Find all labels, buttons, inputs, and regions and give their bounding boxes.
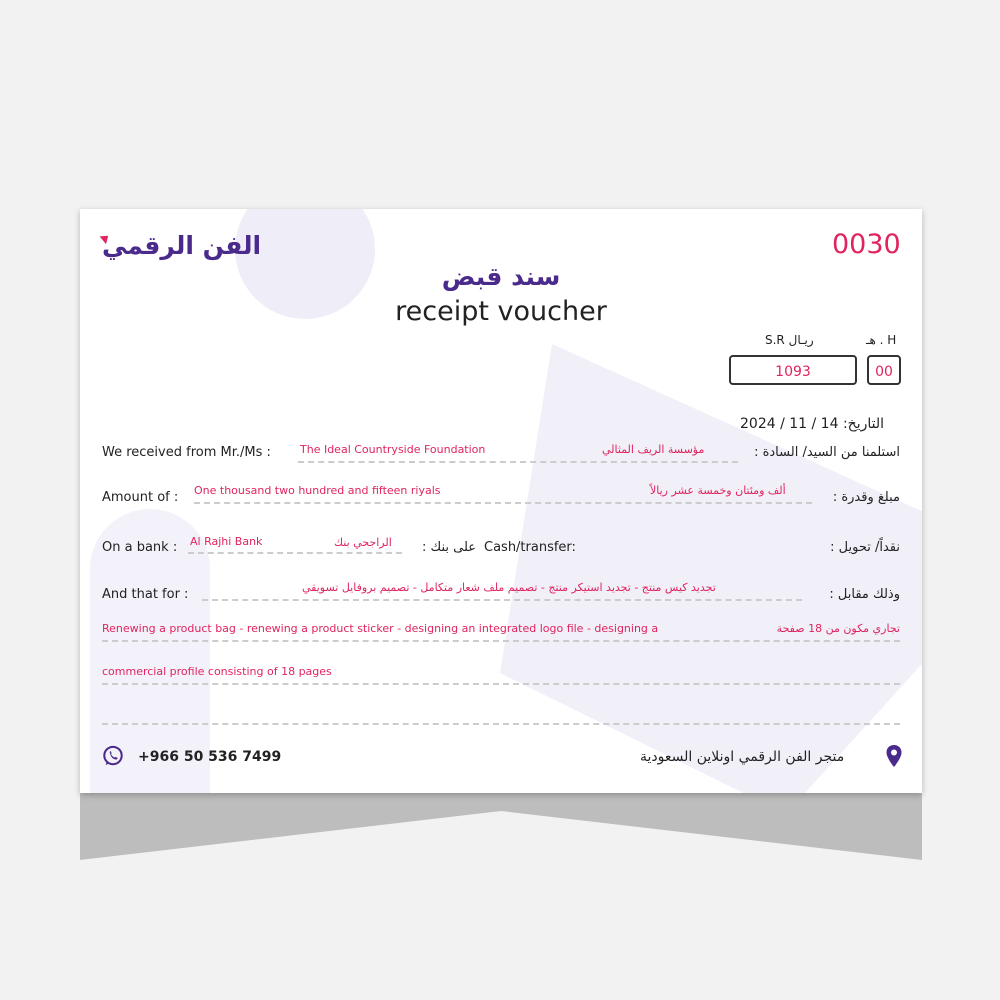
that-for-label-en: And that for :	[102, 587, 189, 602]
that-for-row	[102, 581, 900, 611]
cash-transfer-label-ar: نقداً/ تحويل :	[830, 540, 900, 555]
bank-value-en: Al Rajhi Bank	[190, 535, 263, 548]
company-logo: الفن الرقمي	[102, 231, 262, 260]
background-shape	[500, 344, 922, 793]
date-value: 2024 / 11 / 14	[740, 416, 839, 432]
received-from-label-en: We received from Mr./Ms :	[102, 445, 271, 460]
dashed-line	[102, 683, 900, 685]
date-field	[740, 416, 884, 432]
amount-of-value-en: One thousand two hundred and fifteen riyals	[194, 484, 441, 497]
dashed-line	[102, 640, 900, 642]
that-for-row-2	[102, 622, 900, 646]
whatsapp-icon	[102, 745, 124, 767]
halala-amount-box: 00	[867, 355, 901, 385]
bank-row	[102, 535, 900, 564]
amount-of-value-ar: ألف ومئتان وخمسة عشر ريالاً	[650, 484, 786, 497]
bank-label-ar: على بنك :	[422, 540, 477, 555]
phone-number: +966 50 536 7499	[138, 749, 282, 765]
received-from-value-en: The Ideal Countryside Foundation	[300, 443, 486, 456]
dashed-line	[102, 723, 900, 725]
dashed-line	[298, 461, 738, 463]
received-from-row	[102, 445, 900, 469]
received-from-value-ar: مؤسسة الريف المثالي	[602, 443, 705, 456]
that-for-row-3	[102, 665, 900, 689]
that-for-value-en-line1: Renewing a product bag - renewing a product sticker - designing an integrated logo file - designing a	[102, 622, 659, 635]
title-arabic: سند قبض	[441, 262, 561, 291]
dashed-line	[194, 502, 812, 504]
amount-of-label-en: Amount of :	[102, 490, 179, 505]
dashed-line	[202, 599, 802, 601]
that-for-value-ar-line2: تجاري مكون من 18 صفحة	[776, 622, 900, 635]
received-from-label-ar: استلمنا من السيد/ السادة :	[754, 445, 900, 460]
title-english: receipt voucher	[395, 296, 607, 327]
amount-of-label-ar: مبلغ وقدرة :	[832, 490, 900, 505]
bank-label-en: On a bank :	[102, 540, 178, 555]
store-address: متجر الفن الرقمي اونلاين السعودية	[640, 749, 845, 765]
voucher-shadow	[80, 790, 922, 860]
bank-value-ar: الراجحي بنك	[334, 536, 392, 549]
cash-transfer-label: Cash/transfer:	[484, 540, 576, 555]
that-for-label-ar: وذلك مقابل :	[829, 587, 900, 602]
that-for-value-en-line2: commercial profile consisting of 18 pages	[102, 665, 332, 678]
receipt-voucher	[80, 209, 922, 793]
date-label: التاريخ:	[842, 416, 885, 432]
location-pin-icon	[885, 744, 903, 768]
amount-of-row	[102, 484, 900, 514]
that-for-value-ar: تجديد كيس منتج - تجديد استيكر منتج - تصميم ملف شعار متكامل - تصميم بروفايل تسويقي	[302, 581, 716, 594]
voucher-number: 0030	[832, 229, 901, 260]
dashed-line	[188, 552, 402, 554]
halala-label: هـ . H	[866, 333, 897, 347]
riyal-amount-box: 1093	[729, 355, 857, 385]
riyal-label: S.R ريـال	[765, 333, 814, 347]
